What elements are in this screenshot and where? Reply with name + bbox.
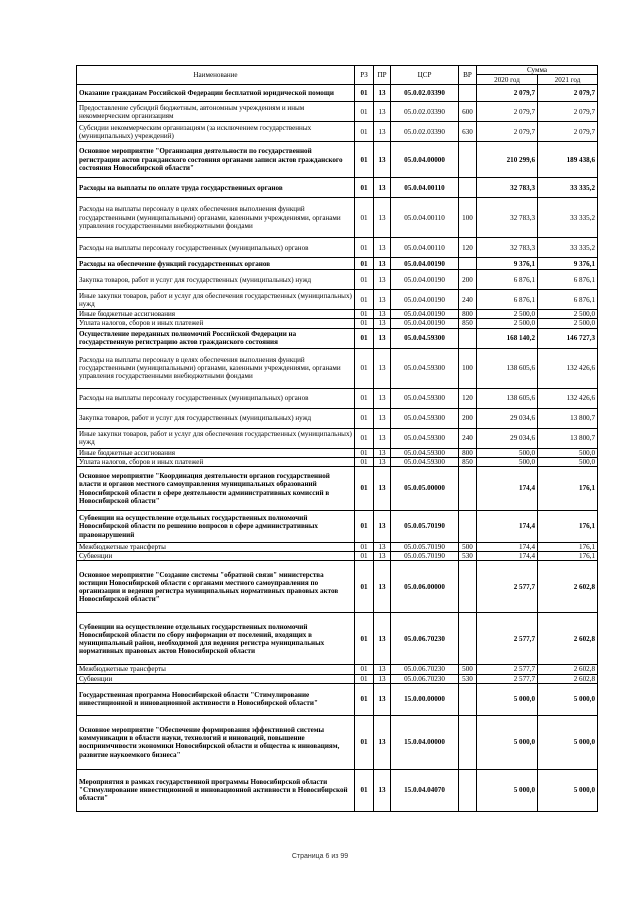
cell-csr: 05.0.02.03390	[391, 102, 459, 122]
cell-name: Субвенции на осуществление отдельных государственных полномочий Новосибирской области по решению вопросов в сфере административных правонарушений	[77, 511, 355, 543]
cell-vr: 120	[459, 388, 477, 408]
cell-rz: 01	[355, 613, 374, 665]
cell-sum-2021: 2 602,8	[538, 561, 598, 613]
cell-sum-2021: 189 438,6	[538, 142, 598, 178]
cell-vr	[459, 613, 477, 665]
cell-csr: 05.0.04.59300	[391, 388, 459, 408]
table-row	[77, 122, 598, 142]
header-vr: ВР	[459, 66, 477, 85]
cell-sum-2021: 33 335,2	[538, 198, 598, 238]
cell-pr: 13	[374, 769, 391, 811]
cell-csr: 05.0.04.00190	[391, 290, 459, 310]
cell-pr: 13	[374, 258, 391, 270]
cell-pr: 13	[374, 683, 391, 715]
cell-name: Уплата налогов, сборов и иных платежей	[77, 457, 355, 466]
cell-csr: 05.0.04.59300	[391, 328, 459, 348]
cell-sum-2021: 13 800,7	[538, 428, 598, 448]
cell-sum-2021: 176,1	[538, 552, 598, 561]
cell-csr: 05.0.04.59300	[391, 448, 459, 457]
cell-sum-2020: 174,4	[477, 543, 538, 552]
cell-name: Расходы на выплаты персоналу государственных (муниципальных) органов	[77, 388, 355, 408]
cell-rz: 01	[355, 448, 374, 457]
cell-rz: 01	[355, 142, 374, 178]
cell-sum-2021: 2 079,7	[538, 85, 598, 102]
cell-sum-2021: 132 426,6	[538, 388, 598, 408]
cell-csr: 05.0.02.03390	[391, 122, 459, 142]
cell-rz: 01	[355, 258, 374, 270]
cell-rz: 01	[355, 178, 374, 198]
cell-sum-2020: 174,4	[477, 511, 538, 543]
cell-pr: 13	[374, 613, 391, 665]
cell-sum-2021: 2 500,0	[538, 319, 598, 328]
cell-rz: 01	[355, 543, 374, 552]
table-row	[77, 543, 598, 552]
budget-table	[76, 65, 598, 812]
cell-sum-2021: 500,0	[538, 448, 598, 457]
cell-name: Расходы на выплаты по оплате труда государственных органов	[77, 178, 355, 198]
cell-vr: 240	[459, 290, 477, 310]
table-row	[77, 715, 598, 769]
cell-pr: 13	[374, 142, 391, 178]
cell-rz: 01	[355, 665, 374, 674]
cell-rz: 01	[355, 561, 374, 613]
cell-pr: 13	[374, 543, 391, 552]
cell-sum-2020: 5 000,0	[477, 769, 538, 811]
cell-name: Основное мероприятие "Организация деятельности по государственной регистрации актов гражданского состояния органами записи актов гражданского состояния Новосибирской области"	[77, 142, 355, 178]
cell-vr: 500	[459, 665, 477, 674]
cell-sum-2020: 2 500,0	[477, 310, 538, 319]
table-row	[77, 428, 598, 448]
page-number: Страница 6 из 99	[291, 853, 349, 860]
cell-pr: 13	[374, 665, 391, 674]
table-row	[77, 198, 598, 238]
cell-vr	[459, 258, 477, 270]
table-row	[77, 328, 598, 348]
cell-csr: 05.0.06.70230	[391, 674, 459, 683]
cell-pr: 13	[374, 388, 391, 408]
cell-sum-2020: 210 299,6	[477, 142, 538, 178]
cell-sum-2020: 138 605,6	[477, 388, 538, 408]
cell-sum-2021: 2 602,8	[538, 674, 598, 683]
cell-name: Закупка товаров, работ и услуг для государственных (муниципальных) нужд	[77, 270, 355, 290]
cell-rz: 01	[355, 388, 374, 408]
header-name: Наименование	[77, 66, 355, 85]
cell-name: Оказание гражданам Российской Федерации бесплатной юридической помощи	[77, 85, 355, 102]
cell-name: Основное мероприятие "Создание системы "обратной связи" министерства юстиции Новосибирской области с органами местного самоуправления по организации и ведения регистра муниципальных нормативных правовых актов Новосибирской области"	[77, 561, 355, 613]
cell-rz: 01	[355, 102, 374, 122]
cell-sum-2021: 2 079,7	[538, 102, 598, 122]
cell-rz: 01	[355, 238, 374, 258]
cell-sum-2020: 174,4	[477, 552, 538, 561]
table-row	[77, 310, 598, 319]
cell-sum-2021: 13 800,7	[538, 408, 598, 428]
table-row	[77, 348, 598, 388]
cell-csr: 15.0.00.00000	[391, 683, 459, 715]
cell-vr: 850	[459, 457, 477, 466]
cell-name: Межбюджетные трансферты	[77, 543, 355, 552]
cell-sum-2021: 33 335,2	[538, 178, 598, 198]
cell-sum-2020: 174,4	[477, 467, 538, 511]
table-row	[77, 511, 598, 543]
cell-pr: 13	[374, 238, 391, 258]
cell-rz: 01	[355, 198, 374, 238]
cell-pr: 13	[374, 561, 391, 613]
cell-sum-2021: 33 335,2	[538, 238, 598, 258]
header-csr: ЦСР	[391, 66, 459, 85]
table-row	[77, 408, 598, 428]
cell-sum-2020: 5 000,0	[477, 715, 538, 769]
table-row	[77, 769, 598, 811]
cell-sum-2021: 146 727,3	[538, 328, 598, 348]
cell-sum-2020: 29 034,6	[477, 428, 538, 448]
cell-sum-2020: 2 577,7	[477, 674, 538, 683]
cell-name: Предоставление субсидий бюджетным, автономным учреждениям и иным некоммерческим организациям	[77, 102, 355, 122]
cell-vr: 100	[459, 198, 477, 238]
table-row	[77, 258, 598, 270]
cell-csr: 05.0.06.70230	[391, 665, 459, 674]
cell-vr	[459, 328, 477, 348]
cell-pr: 13	[374, 102, 391, 122]
cell-vr: 200	[459, 408, 477, 428]
cell-rz: 01	[355, 428, 374, 448]
table-row	[77, 561, 598, 613]
cell-csr: 05.0.04.00190	[391, 270, 459, 290]
cell-sum-2021: 2 079,7	[538, 122, 598, 142]
cell-sum-2020: 2 500,0	[477, 319, 538, 328]
cell-vr	[459, 511, 477, 543]
cell-pr: 13	[374, 319, 391, 328]
cell-name: Государственная программа Новосибирской области "Стимулирование инвестиционной и инновационной активности в Новосибирской области"	[77, 683, 355, 715]
cell-vr: 530	[459, 674, 477, 683]
cell-sum-2020: 6 876,1	[477, 270, 538, 290]
cell-vr: 530	[459, 552, 477, 561]
cell-sum-2020: 9 376,1	[477, 258, 538, 270]
cell-rz: 01	[355, 328, 374, 348]
cell-sum-2021: 6 876,1	[538, 270, 598, 290]
cell-vr: 850	[459, 319, 477, 328]
cell-pr: 13	[374, 310, 391, 319]
cell-rz: 01	[355, 715, 374, 769]
cell-sum-2020: 32 783,3	[477, 198, 538, 238]
cell-csr: 05.0.04.59300	[391, 428, 459, 448]
table-body	[77, 85, 598, 812]
cell-csr: 05.0.04.00110	[391, 238, 459, 258]
cell-vr	[459, 561, 477, 613]
header-sum: Сумма	[477, 66, 598, 75]
cell-name: Основное мероприятие "Координация деятельности органов государственной власти и органов местного самоуправления муниципальных образований Новосибирской области в сфере деятельности административных комиссий в Новосибирской области"	[77, 467, 355, 511]
cell-sum-2020: 6 876,1	[477, 290, 538, 310]
cell-vr: 200	[459, 270, 477, 290]
cell-name: Расходы на обеспечение функций государственных органов	[77, 258, 355, 270]
cell-rz: 01	[355, 270, 374, 290]
cell-vr: 100	[459, 348, 477, 388]
cell-csr: 05.0.06.70230	[391, 613, 459, 665]
cell-name: Иные закупки товаров, работ и услуг для обеспечения государственных (муниципальных) нужд	[77, 290, 355, 310]
cell-sum-2021: 132 426,6	[538, 348, 598, 388]
cell-name: Субвенции	[77, 552, 355, 561]
cell-sum-2020: 500,0	[477, 457, 538, 466]
cell-csr: 05.0.04.59300	[391, 348, 459, 388]
cell-vr: 120	[459, 238, 477, 258]
table-row	[77, 674, 598, 683]
cell-rz: 01	[355, 511, 374, 543]
table-row	[77, 102, 598, 122]
table-row	[77, 238, 598, 258]
cell-pr: 13	[374, 674, 391, 683]
cell-sum-2021: 500,0	[538, 457, 598, 466]
cell-csr: 05.0.02.03390	[391, 85, 459, 102]
cell-sum-2021: 2 602,8	[538, 665, 598, 674]
cell-csr: 05.0.04.00110	[391, 198, 459, 238]
cell-vr: 630	[459, 122, 477, 142]
cell-pr: 13	[374, 178, 391, 198]
cell-csr: 05.0.05.70190	[391, 511, 459, 543]
header-pr: ПР	[374, 66, 391, 85]
table-row	[77, 270, 598, 290]
table-header	[77, 66, 598, 85]
cell-name: Основное мероприятие "Обеспечение формирования эффективной системы коммуникации в области науки, технологий и инноваций, повышение восприимчивости экономики Новосибирской области и общества к инновациям, развитие наукоемкого бизнеса"	[77, 715, 355, 769]
cell-name: Иные бюджетные ассигнования	[77, 448, 355, 457]
table-row	[77, 552, 598, 561]
cell-csr: 05.0.04.59300	[391, 408, 459, 428]
cell-rz: 01	[355, 290, 374, 310]
cell-rz: 01	[355, 769, 374, 811]
cell-sum-2020: 138 605,6	[477, 348, 538, 388]
cell-sum-2021: 5 000,0	[538, 769, 598, 811]
cell-name: Иные закупки товаров, работ и услуг для обеспечения государственных (муниципальных) нужд	[77, 428, 355, 448]
cell-name: Расходы на выплаты персоналу государственных (муниципальных) органов	[77, 238, 355, 258]
cell-sum-2021: 2 500,0	[538, 310, 598, 319]
cell-vr: 600	[459, 102, 477, 122]
cell-pr: 13	[374, 198, 391, 238]
cell-pr: 13	[374, 290, 391, 310]
cell-pr: 13	[374, 715, 391, 769]
cell-pr: 13	[374, 408, 391, 428]
cell-csr: 05.0.04.00000	[391, 142, 459, 178]
cell-sum-2020: 32 783,3	[477, 178, 538, 198]
cell-sum-2021: 6 876,1	[538, 290, 598, 310]
cell-sum-2020: 2 079,7	[477, 122, 538, 142]
cell-name: Мероприятия в рамках государственной программы Новосибирской области "Стимулирование инвестиционной и инновационной активности в Новосибирской области"	[77, 769, 355, 811]
table-row	[77, 319, 598, 328]
cell-pr: 13	[374, 448, 391, 457]
cell-sum-2021: 176,1	[538, 467, 598, 511]
cell-rz: 01	[355, 319, 374, 328]
header-rz: РЗ	[355, 66, 374, 85]
cell-sum-2021: 176,1	[538, 543, 598, 552]
cell-sum-2020: 2 577,7	[477, 561, 538, 613]
cell-sum-2020: 2 577,7	[477, 665, 538, 674]
cell-csr: 15.0.04.00000	[391, 715, 459, 769]
cell-name: Расходы на выплаты персоналу в целях обеспечения выполнения функций государственными (муниципальными) органами, казенными учреждениями, органами управления государственными внебюджетными фондами	[77, 198, 355, 238]
cell-csr: 05.0.04.00190	[391, 310, 459, 319]
cell-csr: 05.0.04.59300	[391, 457, 459, 466]
cell-name: Осуществление переданных полномочий Российской Федерации на государственную регистрацию актов гражданского состояния	[77, 328, 355, 348]
table-row	[77, 448, 598, 457]
cell-sum-2020: 2 079,7	[477, 102, 538, 122]
cell-sum-2021: 2 602,8	[538, 613, 598, 665]
cell-sum-2021: 9 376,1	[538, 258, 598, 270]
cell-sum-2020: 32 783,3	[477, 238, 538, 258]
cell-csr: 15.0.04.04070	[391, 769, 459, 811]
cell-csr: 05.0.04.00190	[391, 258, 459, 270]
cell-rz: 01	[355, 683, 374, 715]
cell-pr: 13	[374, 457, 391, 466]
cell-vr	[459, 85, 477, 102]
cell-vr	[459, 467, 477, 511]
cell-name: Субвенции на осуществление отдельных государственных полномочий Новосибирской области по сбору информации от поселений, входящих в муниципальный район, необходимой для ведения регистра муниципальных нормативных правовых актов Новосибирской области	[77, 613, 355, 665]
cell-csr: 05.0.04.00110	[391, 178, 459, 198]
cell-vr: 800	[459, 310, 477, 319]
cell-vr	[459, 178, 477, 198]
cell-sum-2020: 168 140,2	[477, 328, 538, 348]
cell-pr: 13	[374, 348, 391, 388]
cell-pr: 13	[374, 270, 391, 290]
table-row	[77, 142, 598, 178]
cell-name: Иные бюджетные ассигнования	[77, 310, 355, 319]
cell-rz: 01	[355, 310, 374, 319]
cell-rz: 01	[355, 467, 374, 511]
table-row	[77, 683, 598, 715]
cell-sum-2020: 29 034,6	[477, 408, 538, 428]
cell-vr: 500	[459, 543, 477, 552]
cell-rz: 01	[355, 122, 374, 142]
cell-rz: 01	[355, 674, 374, 683]
cell-pr: 13	[374, 467, 391, 511]
cell-sum-2020: 2 079,7	[477, 85, 538, 102]
cell-name: Закупка товаров, работ и услуг для государственных (муниципальных) нужд	[77, 408, 355, 428]
cell-vr	[459, 769, 477, 811]
cell-rz: 01	[355, 457, 374, 466]
cell-pr: 13	[374, 511, 391, 543]
cell-pr: 13	[374, 428, 391, 448]
header-year-2020: 2020 год	[477, 75, 538, 85]
table-row	[77, 178, 598, 198]
table-row	[77, 388, 598, 408]
table-row	[77, 85, 598, 102]
cell-name: Межбюджетные трансферты	[77, 665, 355, 674]
table-row	[77, 613, 598, 665]
table-row	[77, 467, 598, 511]
cell-csr: 05.0.05.70190	[391, 543, 459, 552]
table-row	[77, 457, 598, 466]
cell-sum-2020: 5 000,0	[477, 683, 538, 715]
cell-name: Уплата налогов, сборов и иных платежей	[77, 319, 355, 328]
cell-name: Субвенции	[77, 674, 355, 683]
table-row	[77, 290, 598, 310]
cell-sum-2020: 2 577,7	[477, 613, 538, 665]
cell-sum-2021: 5 000,0	[538, 683, 598, 715]
cell-vr	[459, 715, 477, 769]
table-row	[77, 665, 598, 674]
cell-sum-2020: 500,0	[477, 448, 538, 457]
header-year-2021: 2021 год	[538, 75, 598, 85]
cell-vr	[459, 683, 477, 715]
cell-rz: 01	[355, 408, 374, 428]
cell-sum-2021: 5 000,0	[538, 715, 598, 769]
cell-name: Расходы на выплаты персоналу в целях обеспечения выполнения функций государственными (муниципальными) органами, казенными учреждениями, органами управления государственными внебюджетными фондами	[77, 348, 355, 388]
cell-vr: 800	[459, 448, 477, 457]
cell-csr: 05.0.04.00190	[391, 319, 459, 328]
cell-vr: 240	[459, 428, 477, 448]
cell-rz: 01	[355, 552, 374, 561]
cell-sum-2021: 176,1	[538, 511, 598, 543]
cell-pr: 13	[374, 85, 391, 102]
cell-csr: 05.0.05.00000	[391, 467, 459, 511]
cell-pr: 13	[374, 122, 391, 142]
cell-rz: 01	[355, 348, 374, 388]
cell-vr	[459, 142, 477, 178]
cell-name: Субсидии некоммерческим организациям (за исключением государственных (муниципальных) учреждений)	[77, 122, 355, 142]
cell-rz: 01	[355, 85, 374, 102]
cell-csr: 05.0.05.70190	[391, 552, 459, 561]
cell-pr: 13	[374, 328, 391, 348]
cell-csr: 05.0.06.00000	[391, 561, 459, 613]
cell-pr: 13	[374, 552, 391, 561]
